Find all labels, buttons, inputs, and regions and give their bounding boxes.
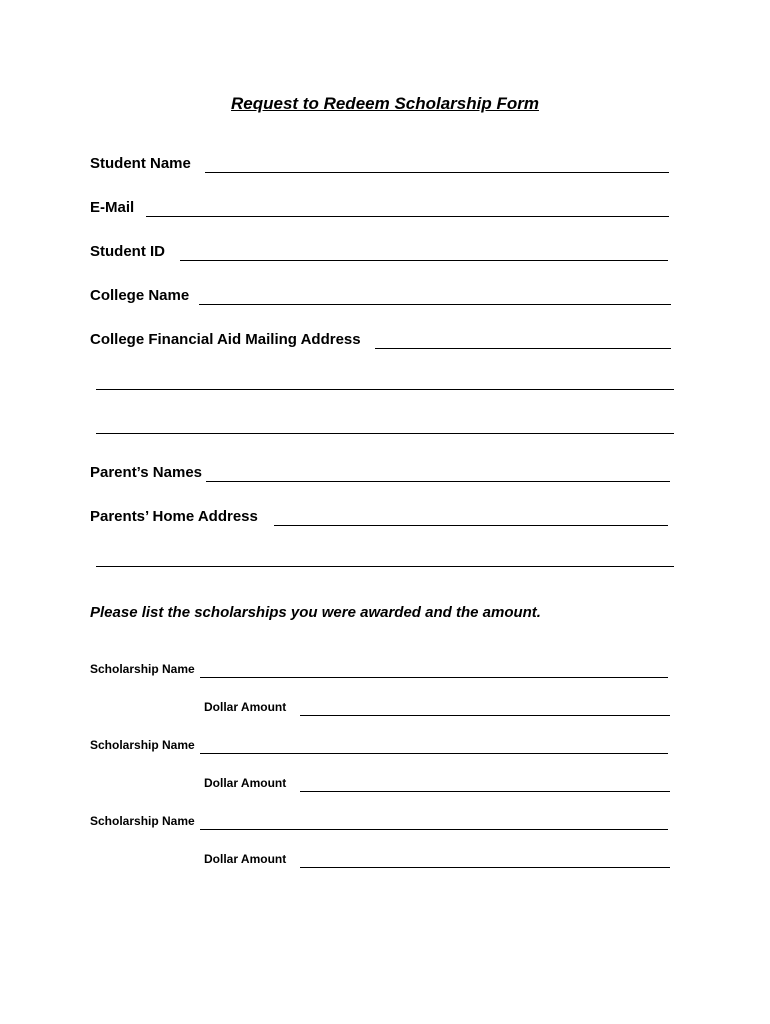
college-name-label: College Name [90,287,190,304]
scholarship-name-row [90,660,668,678]
dollar-amount-row [204,774,670,792]
email-label: E-Mail [90,199,135,216]
scholarship-name-field[interactable] [200,739,668,754]
student-name-row [90,155,669,173]
email-row [90,199,669,217]
college-fa-address-row [90,331,671,349]
scholarship-name-field[interactable] [200,815,668,830]
college-name-field[interactable] [199,290,671,305]
scholarship-name-label: Scholarship Name [90,814,195,828]
student-id-row [90,243,668,261]
dollar-amount-field[interactable] [300,777,670,792]
dollar-amount-row [204,698,670,716]
student-name-field[interactable] [205,158,669,173]
scholarship-name-label: Scholarship Name [90,662,195,676]
scholarship-name-row [90,812,668,830]
scholarship-name-label: Scholarship Name [90,738,195,752]
email-field[interactable] [146,202,669,217]
parents-names-row [90,464,670,482]
parents-home-address-field[interactable] [274,511,668,526]
dollar-amount-label: Dollar Amount [204,852,287,866]
parents-names-field[interactable] [206,467,670,482]
parents-home-address-row [90,508,668,526]
college-name-row [90,287,671,305]
form-title: Request to Redeem Scholarship Form [231,94,539,113]
student-id-label: Student ID [90,243,165,260]
parents-home-address-line-2-row [96,552,674,567]
scholarship-instructions: Please list the scholarships you were awarded and the amount. [90,604,541,621]
student-id-field[interactable] [180,246,668,261]
dollar-amount-label: Dollar Amount [204,776,287,790]
student-name-label: Student Name [90,155,191,172]
parents-names-label: Parent’s Names [90,464,203,481]
college-fa-address-line-2-row [96,375,674,390]
college-fa-address-label: College Financial Aid Mailing Address [90,331,361,348]
dollar-amount-field[interactable] [300,853,670,868]
college-fa-address-line-3-row [96,419,674,434]
parents-home-address-label: Parents’ Home Address [90,508,258,525]
scholarship-name-field[interactable] [200,663,668,678]
dollar-amount-row [204,850,670,868]
parents-home-address-line-2[interactable] [96,552,674,567]
college-fa-address-field[interactable] [375,334,671,349]
college-fa-address-line-3[interactable] [96,419,674,434]
dollar-amount-label: Dollar Amount [204,700,287,714]
dollar-amount-field[interactable] [300,701,670,716]
college-fa-address-line-2[interactable] [96,375,674,390]
scholarship-name-row [90,736,668,754]
